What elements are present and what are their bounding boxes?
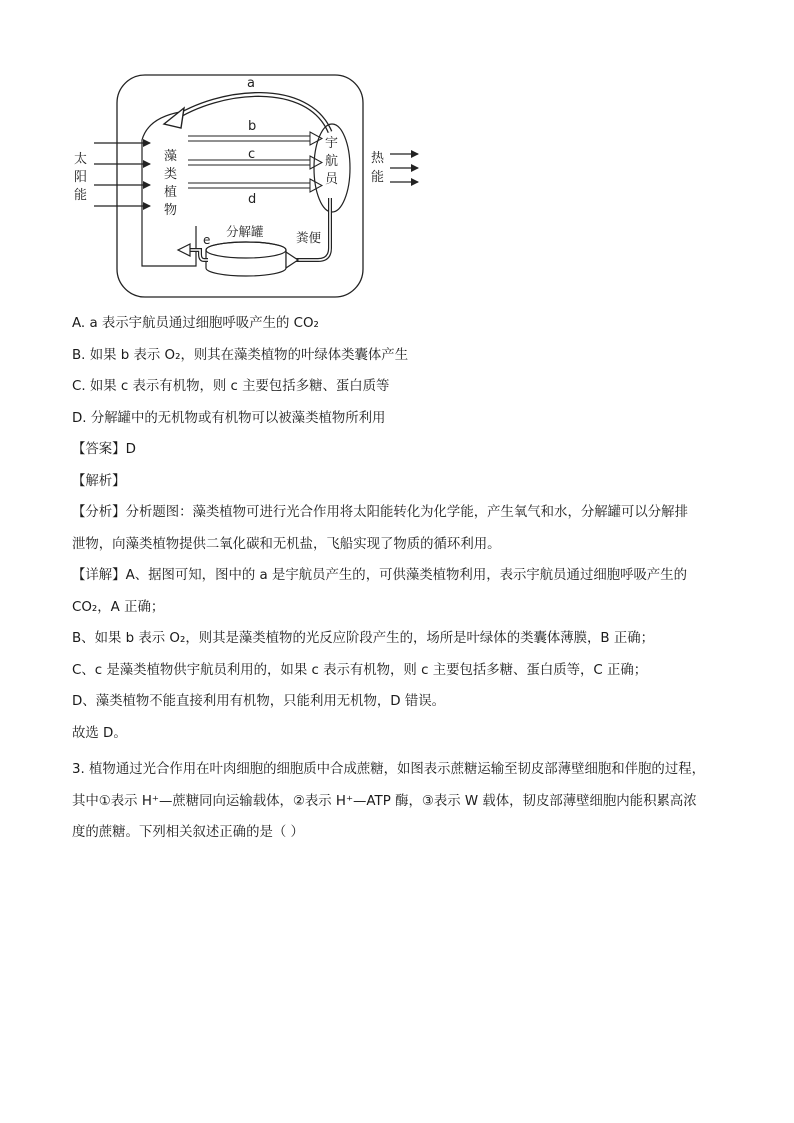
option-a: A. a 表示宇航员通过细胞呼吸产生的 CO₂ (72, 316, 319, 331)
detail-a-line-2: CO₂，A 正确； (72, 599, 165, 615)
feces-pipe (296, 198, 330, 260)
question-3 (72, 754, 732, 849)
option-c: C. 如果 c 表示有机物，则 c 主要包括多糖、蛋白质等 (72, 379, 390, 394)
decomposer-tank (206, 242, 298, 276)
analysis-heading (72, 472, 732, 492)
astronaut-char-2: 航 (325, 154, 339, 169)
detail-a-line-1 (72, 566, 732, 586)
sun-char-3: 能 (74, 188, 88, 203)
algae-char-2: 类 (164, 167, 178, 182)
question-3-line-1: 3. 植物通过光合作用在叶肉细胞的细胞质中合成蔗糖，如图表示蔗糖运输至韧皮部薄壁细胞和伴胞的过程， (72, 762, 705, 777)
answer-body (72, 314, 732, 755)
algae-char-3: 植 (164, 185, 178, 200)
heat-char-1: 热 (371, 151, 385, 166)
arrow-d (188, 179, 322, 192)
question-3-line-2: 其中①表示 H⁺—蔗糖同向运输载体，②表示 H⁺—ATP 酶，③表示 W 载体，韧皮部薄壁细胞内能积累高浓 (72, 793, 697, 809)
cycle-diagram-svg (60, 70, 440, 310)
detail-d-line: D、藻类植物不能直接利用有机物，只能利用无机物，D 错误。 (72, 694, 446, 709)
detail-tag: 【详解】 (72, 568, 126, 583)
option-b: B. 如果 b 表示 O₂，则其在藻类植物的叶绿体类囊体产生 (72, 347, 409, 363)
cycle-diagram (60, 70, 440, 310)
fenxi-line-2: 泄物，向藻类植物提供二氧化碳和无机盐，飞船实现了物质的循环利用。 (72, 536, 501, 552)
astronaut-char-3: 员 (325, 172, 339, 187)
answer-line (72, 440, 732, 460)
sun-char-1: 太 (74, 152, 88, 167)
label-a: a (247, 76, 255, 91)
label-b: b (248, 119, 257, 134)
algae-char-4: 物 (164, 203, 178, 218)
fenxi-tag: 【分析】 (72, 505, 126, 520)
answer-tag: 【答案】 (72, 442, 126, 457)
label-c: c (248, 147, 256, 162)
arrow-a-head (164, 108, 184, 128)
detail-b-line: B、如果 b 表示 O₂，则其是藻类植物的光反应阶段产生的，场所是叶绿体的类囊体薄膜，B 正确； (72, 631, 655, 646)
answer-value: D (125, 442, 136, 457)
feces-pipe-inner (296, 198, 330, 260)
detail-a-text-1: A、据图可知，图中的 a 是宇航员产生的，可供藻类植物利用，表示宇航员通过细胞呼吸产生的 (125, 568, 688, 583)
pipe-e-head (178, 244, 190, 256)
astronaut-char-1: 宇 (325, 136, 339, 151)
detail-c-line: C、c 是藻类植物供宇航员利用的，如果 c 表示有机物，则 c 主要包括多糖、蛋白质等，C 正确； (72, 662, 648, 678)
sun-char-2: 阳 (74, 170, 88, 185)
heat-char-2: 能 (371, 170, 385, 185)
heat-output-arrows (390, 154, 418, 182)
option-d: D. 分解罐中的无机物或有机物可以被藻类植物所利用 (72, 410, 386, 426)
decomposer-label: 分解罐 (226, 224, 264, 239)
label-e: e (203, 233, 211, 247)
algae-char-1: 藻 (164, 149, 178, 164)
pipe-e (188, 250, 208, 260)
fenxi-text-1: 分析题图：藻类植物可进行光合作用将太阳能转化为化学能，产生氧气和水，分解罐可以分解排 (125, 505, 688, 520)
fenxi-line-1 (72, 503, 732, 523)
feces-label: 粪便 (296, 230, 322, 245)
question-3-line-3: 度的蔗糖。下列相关叙述正确的是（ ） (72, 825, 304, 840)
analysis-tag: 【解析】 (72, 473, 126, 489)
label-d: d (248, 192, 257, 207)
conclusion-line: 故选 D。 (72, 725, 127, 741)
